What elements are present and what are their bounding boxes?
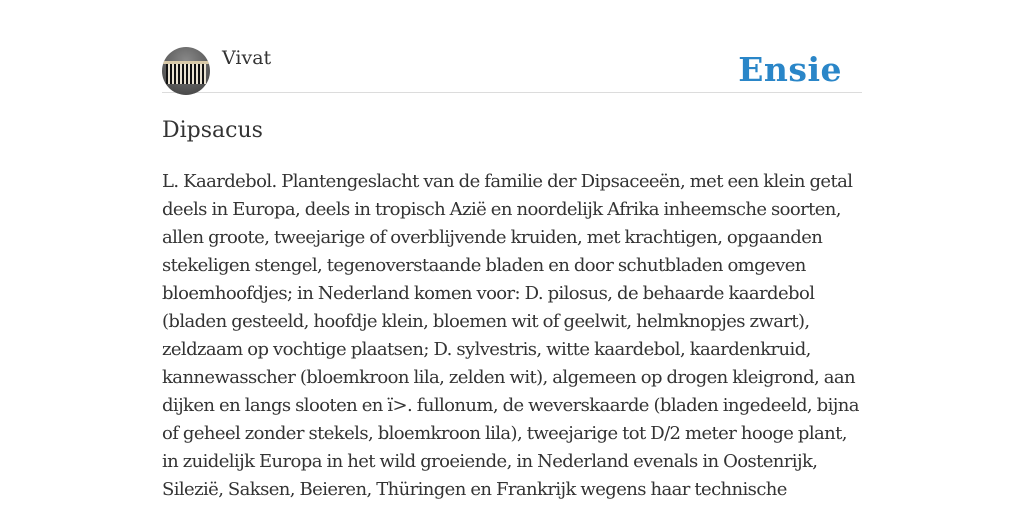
brand-logo[interactable]: Ensie <box>738 50 842 89</box>
header <box>162 46 862 93</box>
user-name[interactable]: Vivat <box>222 47 272 69</box>
page-title: Dipsacus <box>162 118 263 143</box>
avatar[interactable] <box>162 47 210 95</box>
books-icon <box>166 64 206 84</box>
article-body <box>162 168 862 504</box>
article-text: L. Kaardebol. Plantengeslacht van de familie der Dipsaceeën, met een klein getal deels in Europa, deels in tropisch Azië en noordelijk Afrika inheemsche soorten, allen groote, tweejarige of overblijvende kruiden, met krachtigen, opgaanden stekeligen stengel, tegenoverstaande bladen en door schutbladen omgeven bloemhoofdjes; in Nederland komen voor: D. pilosus, de behaarde kaardebol (bladen gesteeld, hoofdje klein, bloemen wit of geelwit, helmknopjes zwart), zeldzaam op vochtige plaatsen; D. sylvestris, witte kaardebol, kaardenkruid, kannewasscher (bloemkroon lila, zelden wit), algemeen op drogen kleigrond, aan dijken en langs slooten en ï>. fullonum, de weverskaarde (bladen ingedeeld, bijna of geheel zonder stekels, bloemkroon lila), tweejarige tot D/2 meter hooge plant, in zuidelijk Europa in het wild groeiende, in Nederland evenals in Oostenrijk, Silezië, Saksen, Beieren, Thüringen en Frankrijk wegens haar technische <box>162 171 859 500</box>
page <box>162 0 862 512</box>
